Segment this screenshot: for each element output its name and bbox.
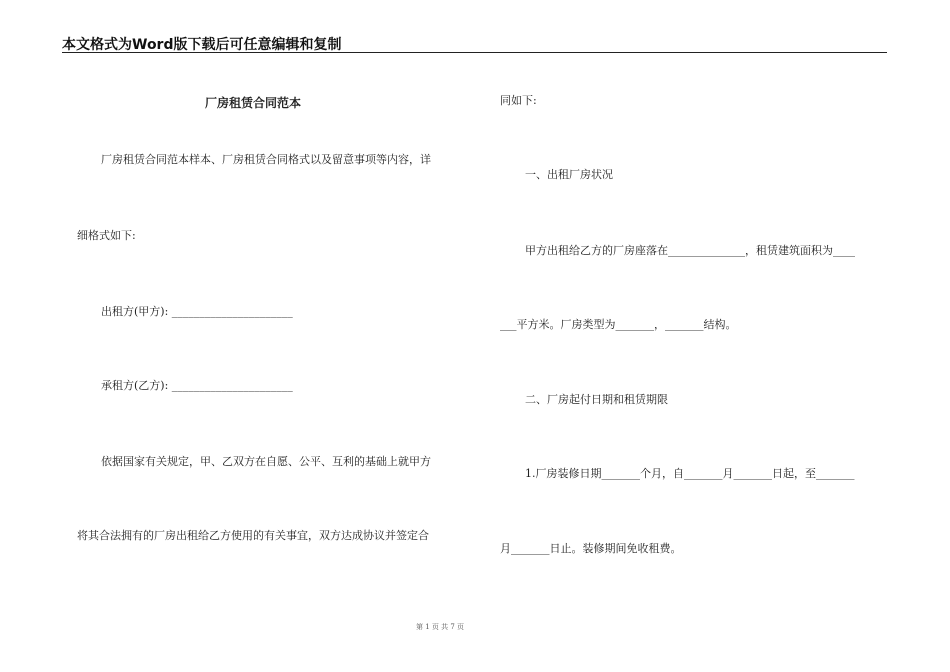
paragraph-continued: 同如下: [500,94,537,107]
page-number-footer: 第 1 页 共 7 页 [415,623,465,631]
paragraph-basis-line2: 将其合法拥有的厂房出租给乙方使用的有关事宜，双方达成协议并签定合 [77,529,429,542]
lessee-field-line: 承租方(乙方): ______________________ [101,379,293,392]
section-heading-1: 一、出租厂房状况 [525,168,613,181]
paragraph-basis-line1: 依据国家有关规定，甲、乙双方在自愿、公平、互利的基础上就甲方 [101,455,431,468]
paragraph-intro-line1: 厂房租赁合同范本样本、厂房租赁合同格式以及留意事项等内容，详 [101,153,431,166]
lessor-field-line: 出租方(甲方): ______________________ [101,305,293,318]
section2-line2: 月_______日止。装修期间免收租费。 [500,542,682,555]
header-divider [62,52,887,53]
document-header-title: 本文格式为Word版下载后可任意编辑和复制 [62,37,342,53]
document-title: 厂房租赁合同范本 [205,96,302,110]
paragraph-intro-line2: 细格式如下: [77,229,136,242]
section1-line2: ___平方米。厂房类型为_______，_______结构。 [500,318,737,331]
section-heading-2: 二、厂房起付日期和租赁期限 [525,393,668,406]
section2-line1: 1.厂房装修日期_______个月，自_______月_______日起，至_______ [525,467,855,480]
section1-line1: 甲方出租给乙方的厂房座落在______________，租赁建筑面积为____ [525,244,855,257]
